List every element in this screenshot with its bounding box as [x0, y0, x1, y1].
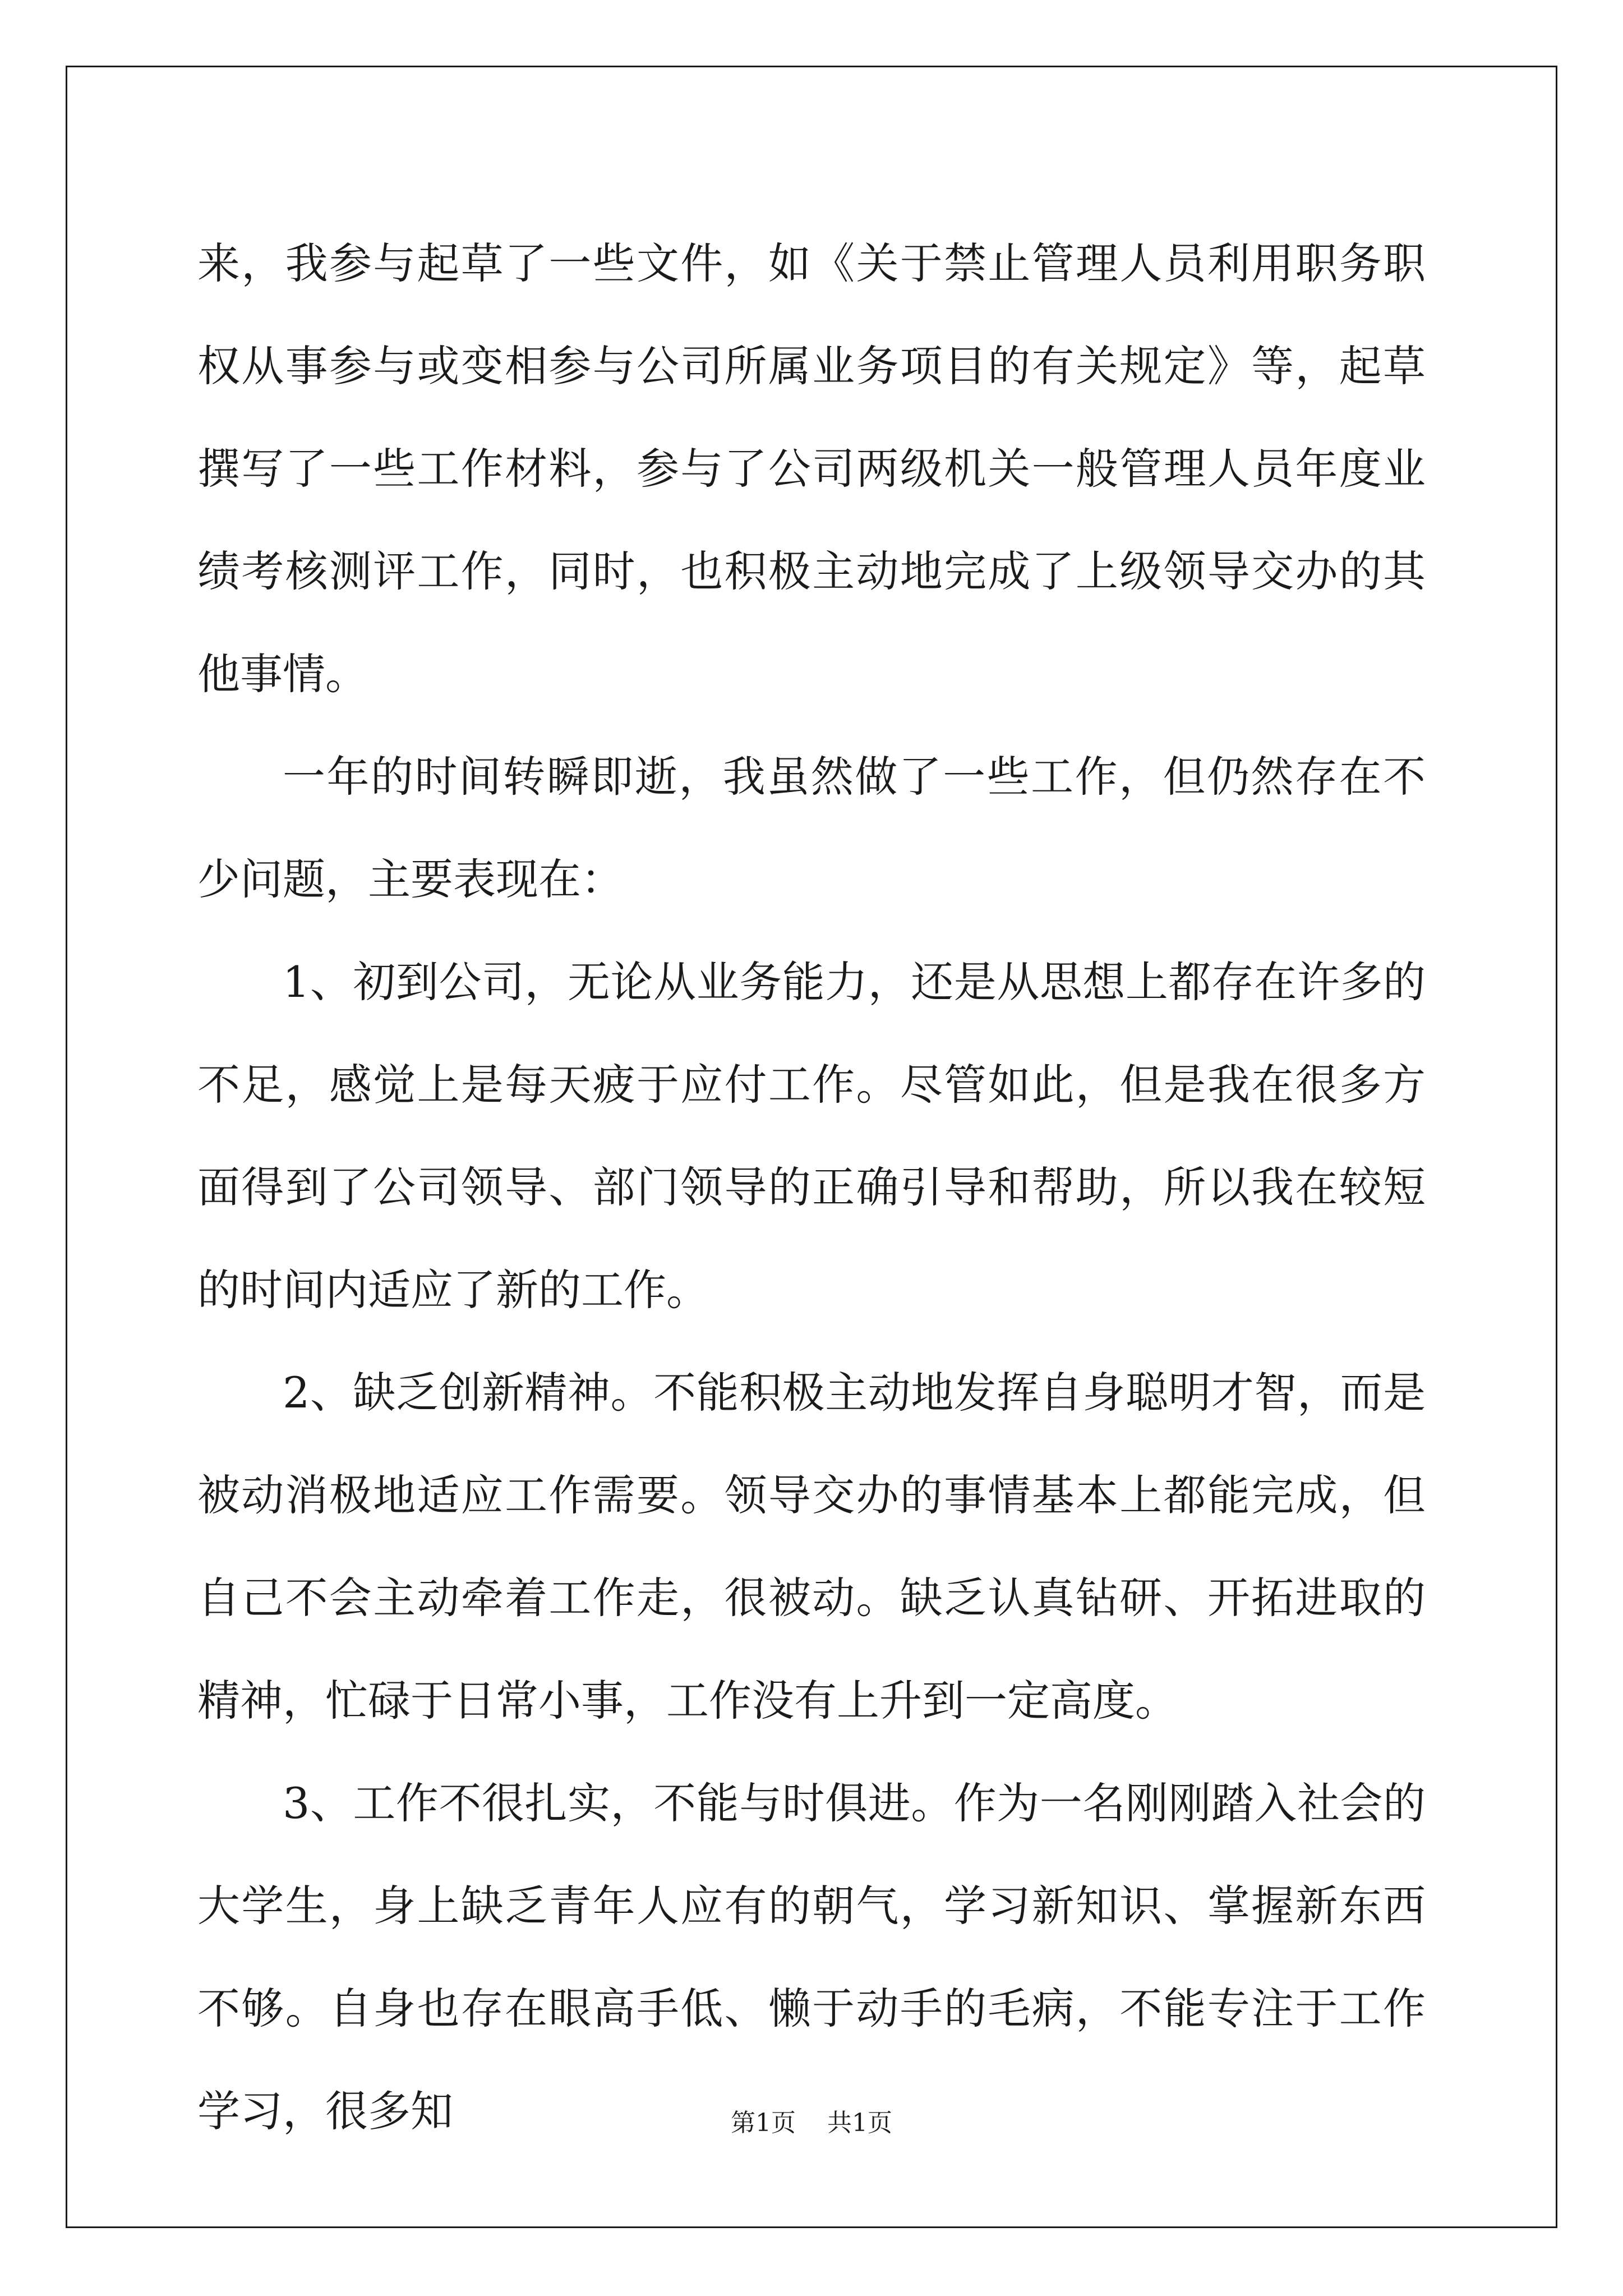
- document-body: [197, 212, 1426, 2162]
- paragraph: 来，我参与起草了一些文件，如《关于禁止管理人员利用职务职权从事参与或变相参与公司所属业务项目的有关规定》等，起草撰写了一些工作材料，参与了公司两级机关一般管理人员年度业绩考核测评工作，同时，也积极主动地完成了上级领导交办的其他事情。: [197, 238, 1426, 699]
- paragraph: 3、工作不很扎实，不能与时俱进。作为一名刚刚踏入社会的大学生，身上缺乏青年人应有的朝气，学习新知识、掌握新东西不够。自身也存在眼高手低、懒于动手的毛病，不能专注于工作学习，很多知: [197, 1778, 1426, 2136]
- paragraph: 1、初到公司，无论从业务能力，还是从思想上都存在许多的不足，感觉上是每天疲于应付工作。尽管如此，但是我在很多方面得到了公司领导、部门领导的正确引导和帮助，所以我在较短的时间内适应了新的工作。: [197, 957, 1426, 1315]
- page-total: 共1页: [827, 2109, 892, 2137]
- paragraph: 一年的时间转瞬即逝，我虽然做了一些工作，但仍然存在不少问题，主要表现在：: [197, 752, 1426, 904]
- paragraph: 2、缺乏创新精神。不能积极主动地发挥自身聪明才智，而是被动消极地适应工作需要。领导交办的事情基本上都能完成，但自己不会主动牵着工作走，很被动。缺乏认真钻研、开拓进取的精神，忙碌于日常小事，工作没有上升到一定高度。: [197, 1368, 1426, 1726]
- page-number: 第1页: [731, 2109, 796, 2137]
- page-footer: [0, 2102, 1623, 2138]
